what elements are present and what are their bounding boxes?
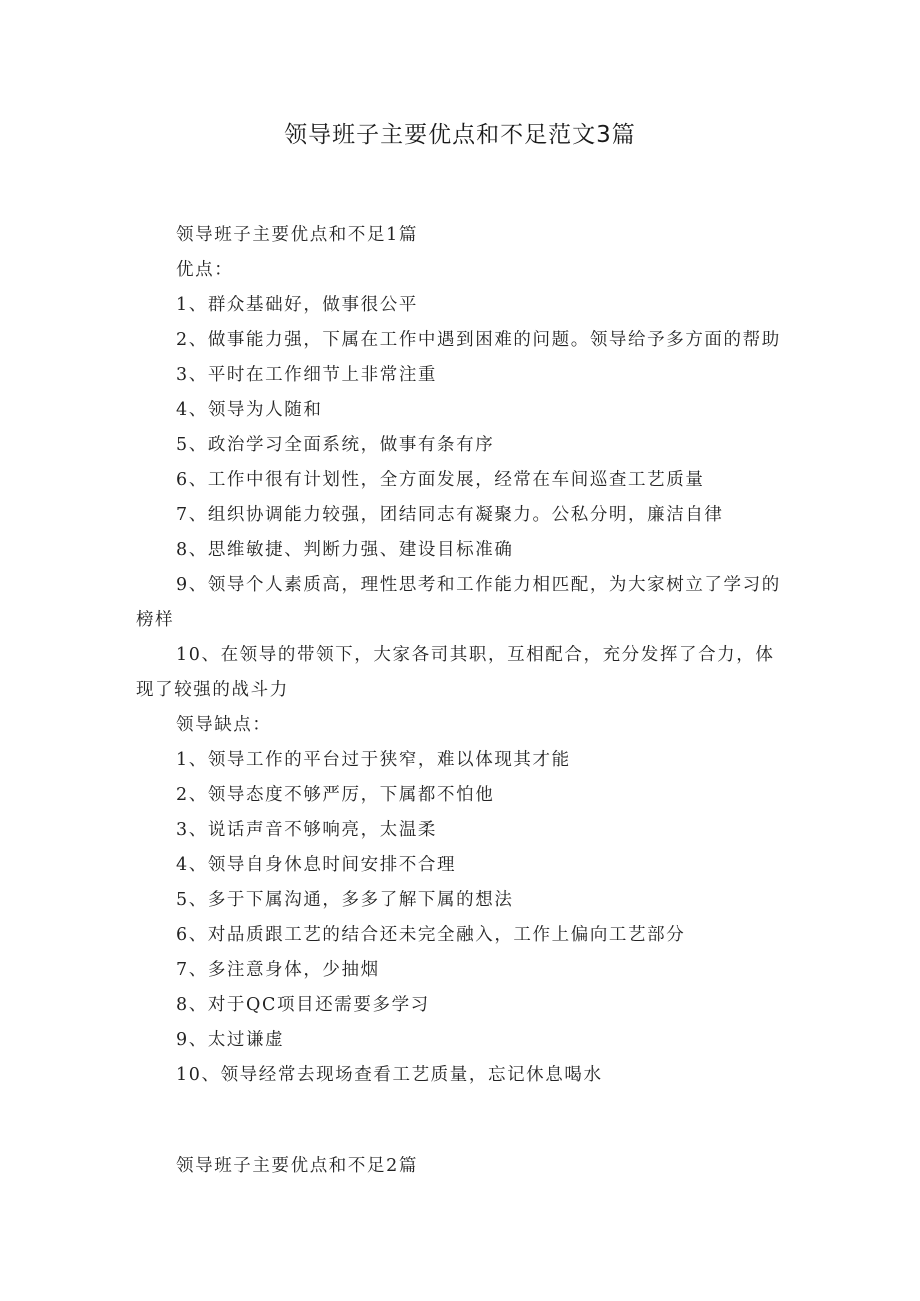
strength-item: 2、做事能力强，下属在工作中遇到困难的问题。领导给予多方面的帮助	[176, 330, 781, 350]
document-title: 领导班子主要优点和不足范文3篇	[284, 122, 636, 148]
weakness-item: 2、领导态度不够严厉，下属都不怕他	[176, 785, 495, 805]
strength-item: 3、平时在工作细节上非常注重	[176, 365, 438, 385]
weaknesses-label: 领导缺点：	[176, 715, 272, 735]
weakness-item: 3、说话声音不够响亮，太温柔	[176, 820, 438, 840]
weakness-item: 10、领导经常去现场查看工艺质量，忘记休息喝水	[176, 1065, 603, 1085]
strength-item: 7、组织协调能力较强，团结同志有凝聚力。公私分明，廉洁自律	[176, 505, 724, 525]
weakness-item: 9、太过谦虚	[176, 1030, 285, 1050]
strength-item: 4、领导为人随和	[176, 400, 323, 420]
strength-item: 1、群众基础好，做事很公平	[176, 295, 418, 315]
section-2-heading: 领导班子主要优点和不足2篇	[176, 1156, 418, 1176]
strength-item: 6、工作中很有计划性，全方面发展，经常在车间巡查工艺质量	[176, 470, 705, 490]
weakness-item: 8、对于QC项目还需要多学习	[176, 995, 430, 1015]
weakness-item: 4、领导自身休息时间安排不合理	[176, 855, 457, 875]
weakness-item: 1、领导工作的平台过于狭窄，难以体现其才能	[176, 750, 571, 770]
weakness-item: 5、多于下属沟通，多多了解下属的想法	[176, 890, 514, 910]
strength-item: 5、政治学习全面系统，做事有条有序	[176, 435, 495, 455]
weakness-item: 7、多注意身体，少抽烟	[176, 960, 380, 980]
weakness-item: 6、对品质跟工艺的结合还未完全融入，工作上偏向工艺部分	[176, 925, 686, 945]
strengths-label: 优点：	[176, 260, 234, 280]
section-1-heading: 领导班子主要优点和不足1篇	[176, 225, 418, 245]
strength-item: 8、思维敏捷、判断力强、建设目标准确	[176, 540, 514, 560]
document-body	[136, 218, 788, 1093]
strength-item: 10、在领导的带领下，大家各司其职，互相配合，充分发挥了合力，体现了较强的战斗力	[136, 645, 775, 700]
strength-item: 9、领导个人素质高，理性思考和工作能力相匹配，为大家树立了学习的榜样	[136, 575, 781, 630]
